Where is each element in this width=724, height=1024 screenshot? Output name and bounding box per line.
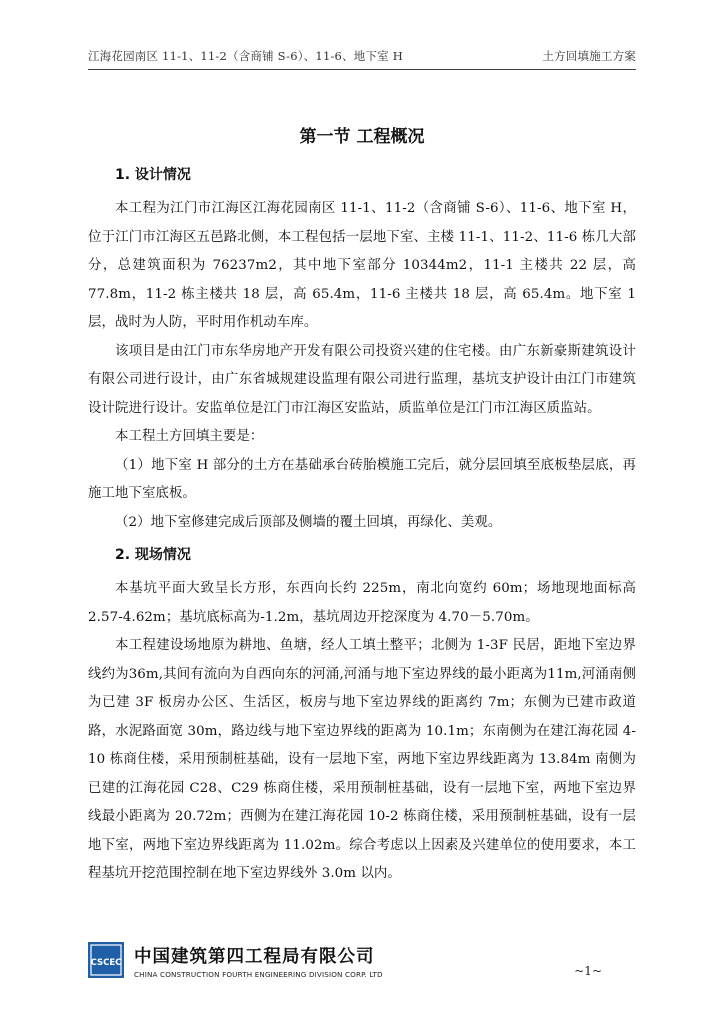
- paragraph: 本工程土方回填主要是：: [115, 429, 264, 444]
- header-doc-title: 土方回填施工方案: [542, 49, 636, 63]
- heading-design: 1. 设计情况: [115, 167, 191, 183]
- paragraph: （2）地下室修建完成后顶部及侧墙的覆土回填，再绿化、美观。: [115, 514, 502, 530]
- page-number: ~1~: [574, 964, 602, 978]
- paragraph: 本工程建设场地原为耕地、鱼塘，经人工填土整平；北侧为 1-3F 民居，距地下室边界线约为36m,其间有流向为自西向东的河涌,河涌与地下室边界线的最小距离为11m,河涌南侧为已建 3F 板房办公区、生活区，板房与地下室边界线的距离约 7m；东侧为已建市政道路，水泥路面宽 30m，路边线与地下室边界线的距离为 10.1m；东南侧为在建江海花园 4-10 栋商住楼，采用预制桩基础，设有一层地下室，两地下室边界线距离为 13.84m 南侧为已建的江海花园 C28、C29 栋商住楼，采用预制桩基础，设有一层地下室，两地下室边界线最小距离为 20.72m；西侧为在建江海花园 10-2 栋商住楼，采用预制桩基础，设有一层地下室，两地下室边界线距离为 11.02m。综合考虑以上因素及兴建单位的使用要求，本工程基坑开挖范围控制在地下室边界线外 3.0m 以内。: [88, 638, 636, 881]
- header-divider: [88, 69, 636, 70]
- section-title: 第一节 工程概况: [299, 127, 425, 147]
- header-project-name: 江海花园南区 11-1、11-2（含商铺 S-6）、11-6、地下室 H: [88, 49, 403, 63]
- page-header: [88, 46, 636, 68]
- company-name-cn: 中国建筑第四工程局有限公司: [134, 947, 375, 967]
- heading-site: 2. 现场情况: [115, 547, 191, 563]
- logo-text: CSCEC: [90, 958, 122, 968]
- paragraph: 该项目是由江门市东华房地产开发有限公司投资兴建的住宅楼。由广东新豪斯建筑设计有限公司进行设计，由广东省城规建设监理有限公司进行监理，基坑支护设计由江门市建筑设计院进行设计。安监单位是江门市江海区安监站，质监单位是江门市江海区质监站。: [88, 343, 636, 416]
- company-name-en: CHINA CONSTRUCTION FOURTH ENGINEERING DIVISION CORP. LTD: [134, 970, 383, 979]
- paragraph: （1）地下室 H 部分的土方在基础承台砖胎模施工完后，就分层回填至底板垫层底，再施工地下室底板。: [88, 457, 636, 501]
- paragraph: 本工程为江门市江海区江海花园南区 11-1、11-2（含商铺 S-6）、11-6、地下室 H，位于江门市江海区五邑路北侧，本工程包括一层地下室、主楼 11-1、11-2、11-6 栋几大部分，总建筑面积为 76237m2，其中地下室部分 10344m2，11-1 主楼共 22 层，高 77.8m，11-2 栋主楼共 18 层，高 65.4m，11-6 主楼共 18 层，高 65.4m。地下室 1 层，战时为人防，平时用作机动车库。: [88, 201, 636, 330]
- company-block: [134, 943, 383, 979]
- document-body: [88, 118, 636, 889]
- cscec-logo-icon: [88, 942, 124, 978]
- paragraph: 本基坑平面大致呈长方形，东西向长约 225m，南北向宽约 60m；场地现地面标高 2.57-4.62m；基坑底标高为-1.2m，基坑周边开挖深度为 4.70－5.70m。: [88, 581, 636, 625]
